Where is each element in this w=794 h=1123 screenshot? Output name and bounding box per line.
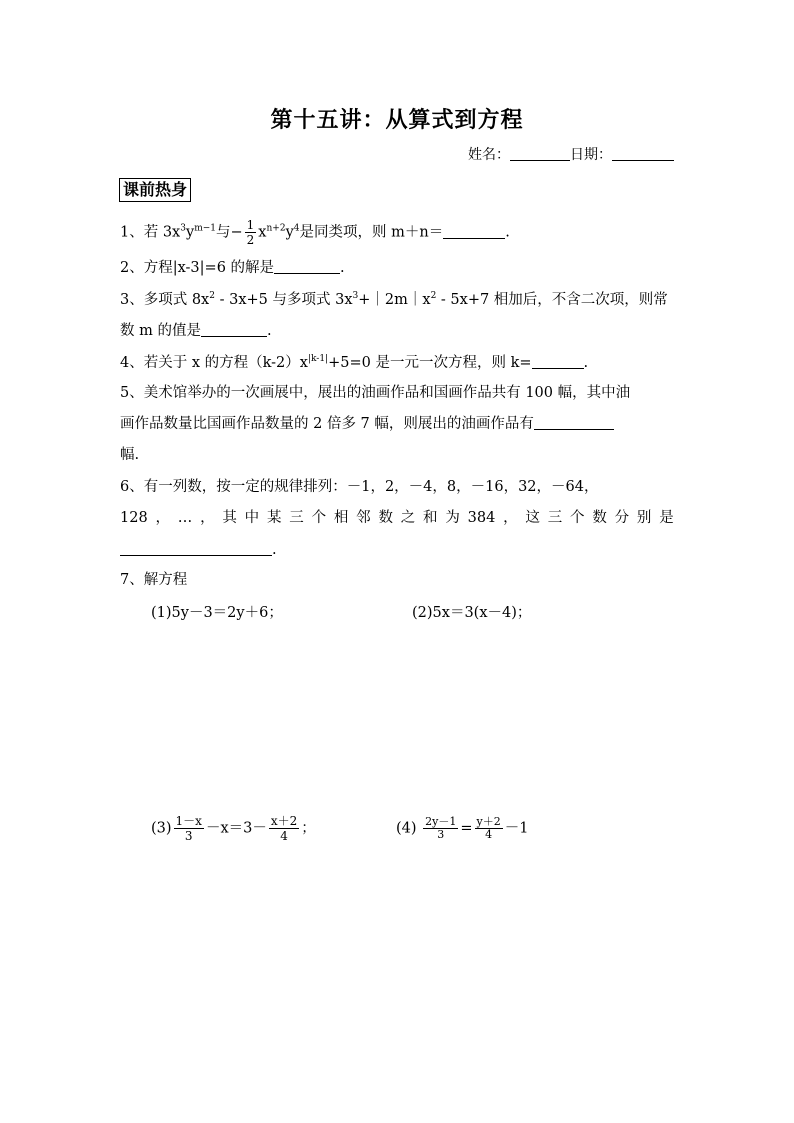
q1-text: 是同类项，则 m＋n＝ (299, 224, 444, 241)
q6-word: 是 (659, 510, 674, 526)
question-5-line-2 (120, 414, 614, 434)
question-4 (120, 353, 588, 373)
q1-exp: n+2 (266, 223, 286, 234)
q1-text: y (285, 224, 294, 241)
q6-end: . (272, 542, 277, 558)
question-3-line-2 (120, 321, 272, 341)
fraction-numerator: y＋2 (476, 815, 501, 828)
equation-1: (1)5y－3＝2y＋6； (151, 605, 283, 621)
fraction-denominator: 4 (485, 828, 493, 841)
q3-exp: 2 (209, 291, 215, 301)
q5-text: 画作品数量比国画作品数量的 2 倍多 7 幅，则展出的油画作品有 (120, 416, 534, 432)
q6-word: 这 (525, 510, 540, 526)
question-6-line-2 (120, 508, 674, 528)
equation-3 (151, 814, 316, 843)
question-6-line-1: 6、有一列数，按一定的规律排列：－1，2，－4，8，－16，32，－64， (120, 479, 599, 495)
q1-exp: 3 (180, 223, 186, 234)
answer-blank[interactable] (120, 541, 272, 556)
q6-word: 数 (378, 510, 393, 526)
q6-word: ， (155, 510, 170, 526)
q3-text: - 3x+5 与多项式 3x (214, 292, 353, 308)
eq4-label: (4) (396, 820, 417, 837)
q4-end: . (583, 355, 589, 371)
question-5-line-1: 5、美术馆举办的一次画展中，展出的油画作品和国画作品共有 100 幅，其中油 (120, 385, 631, 401)
date-blank[interactable] (612, 146, 674, 161)
q6-word: 三 (289, 510, 304, 526)
question-3-line-1 (120, 290, 668, 310)
q4-text: 4、若关于 x 的方程（k-2）x (120, 355, 308, 371)
q1-exp: m−1 (194, 223, 216, 234)
eq4-end: －1 (504, 820, 529, 837)
equation-2: (2)5x＝3(x－4)； (412, 605, 532, 621)
q6-word: 384 (467, 510, 496, 526)
q6-word: 个 (570, 510, 585, 526)
q3-end: . (266, 323, 272, 339)
fraction-denominator: 3 (437, 828, 445, 841)
q3-text: 3、多项式 8x (120, 292, 210, 308)
q1-text: 与− (216, 224, 243, 241)
q1-fraction (245, 218, 257, 247)
q3-exp: 2 (430, 291, 437, 301)
fraction-denominator: 3 (184, 829, 193, 843)
q6-word: … (177, 510, 193, 526)
q6-word: 和 (423, 510, 438, 526)
q6-word: 其 (222, 510, 237, 526)
eq4-fraction-1 (423, 816, 458, 841)
q1-text: y (185, 224, 195, 241)
q6-word: ， (200, 510, 215, 526)
name-blank[interactable] (510, 146, 570, 161)
q6-word: 三 (547, 510, 563, 526)
section-heading: 课前热身 (119, 178, 191, 202)
q6-word: 相 (333, 510, 349, 526)
eq3-fraction-2 (269, 814, 299, 843)
q6-word: ， (503, 510, 518, 526)
q4-exp: |k-1| (307, 354, 329, 364)
answer-blank[interactable] (274, 259, 340, 274)
q2-text: 2、方程|x-3|=6 的解是 (120, 260, 275, 276)
name-label: 姓名： (468, 147, 510, 163)
answer-blank[interactable] (443, 224, 505, 239)
eq4-fraction-2 (475, 816, 503, 841)
equation-4 (396, 816, 528, 841)
q6-word: 之 (400, 510, 416, 526)
eq3-fraction-1 (174, 814, 204, 843)
page-title: 第十五讲：从算式到方程 (270, 107, 524, 133)
eq3-label: (3) (151, 820, 172, 837)
q6-word: 128 (120, 510, 148, 526)
fraction-denominator: 2 (246, 233, 255, 247)
fraction-numerator: 1－x (175, 814, 202, 828)
q3-text: +｜2m｜x (358, 292, 431, 308)
q1-text: 1、若 3x (120, 224, 181, 241)
fraction-numerator: x＋2 (270, 814, 298, 828)
fraction-denominator: 4 (280, 829, 288, 843)
q2-end: . (340, 260, 345, 276)
eq3-text: －x＝3－ (205, 820, 267, 837)
fraction-numerator: 1 (246, 218, 255, 232)
q3-exp: 3 (352, 291, 359, 301)
q6-word: 别 (636, 510, 652, 526)
q3-text: - 5x+7 相加后，不含二次项，则常 (436, 292, 668, 308)
q6-word: 个 (311, 510, 327, 526)
q6-word: 分 (614, 510, 630, 526)
answer-blank[interactable] (201, 322, 267, 337)
date-label: 日期： (570, 147, 612, 163)
fraction-numerator: 2y－1 (425, 815, 457, 828)
q1-text: x (258, 224, 267, 241)
question-1 (120, 218, 510, 247)
q1-end: . (505, 224, 510, 241)
q1-exp: 4 (293, 223, 300, 234)
q6-word: 中 (244, 510, 260, 526)
name-date-line (468, 144, 674, 164)
answer-blank[interactable] (534, 415, 614, 430)
eq3-end: ； (301, 820, 316, 837)
q3-text: 数 m 的值是 (120, 323, 201, 339)
q6-word: 数 (592, 510, 607, 526)
answer-blank[interactable] (532, 354, 584, 369)
question-2 (120, 258, 345, 278)
q6-word: 邻 (356, 510, 371, 526)
q6-word: 为 (445, 510, 460, 526)
question-7-label: 7、解方程 (120, 572, 188, 588)
eq4-text: = (460, 820, 473, 837)
q4-text: +5=0 是一元一次方程，则 k= (328, 355, 532, 371)
q6-word: 某 (266, 510, 282, 526)
question-6-line-3 (120, 540, 277, 560)
question-5-line-3: 幅. (120, 447, 140, 463)
